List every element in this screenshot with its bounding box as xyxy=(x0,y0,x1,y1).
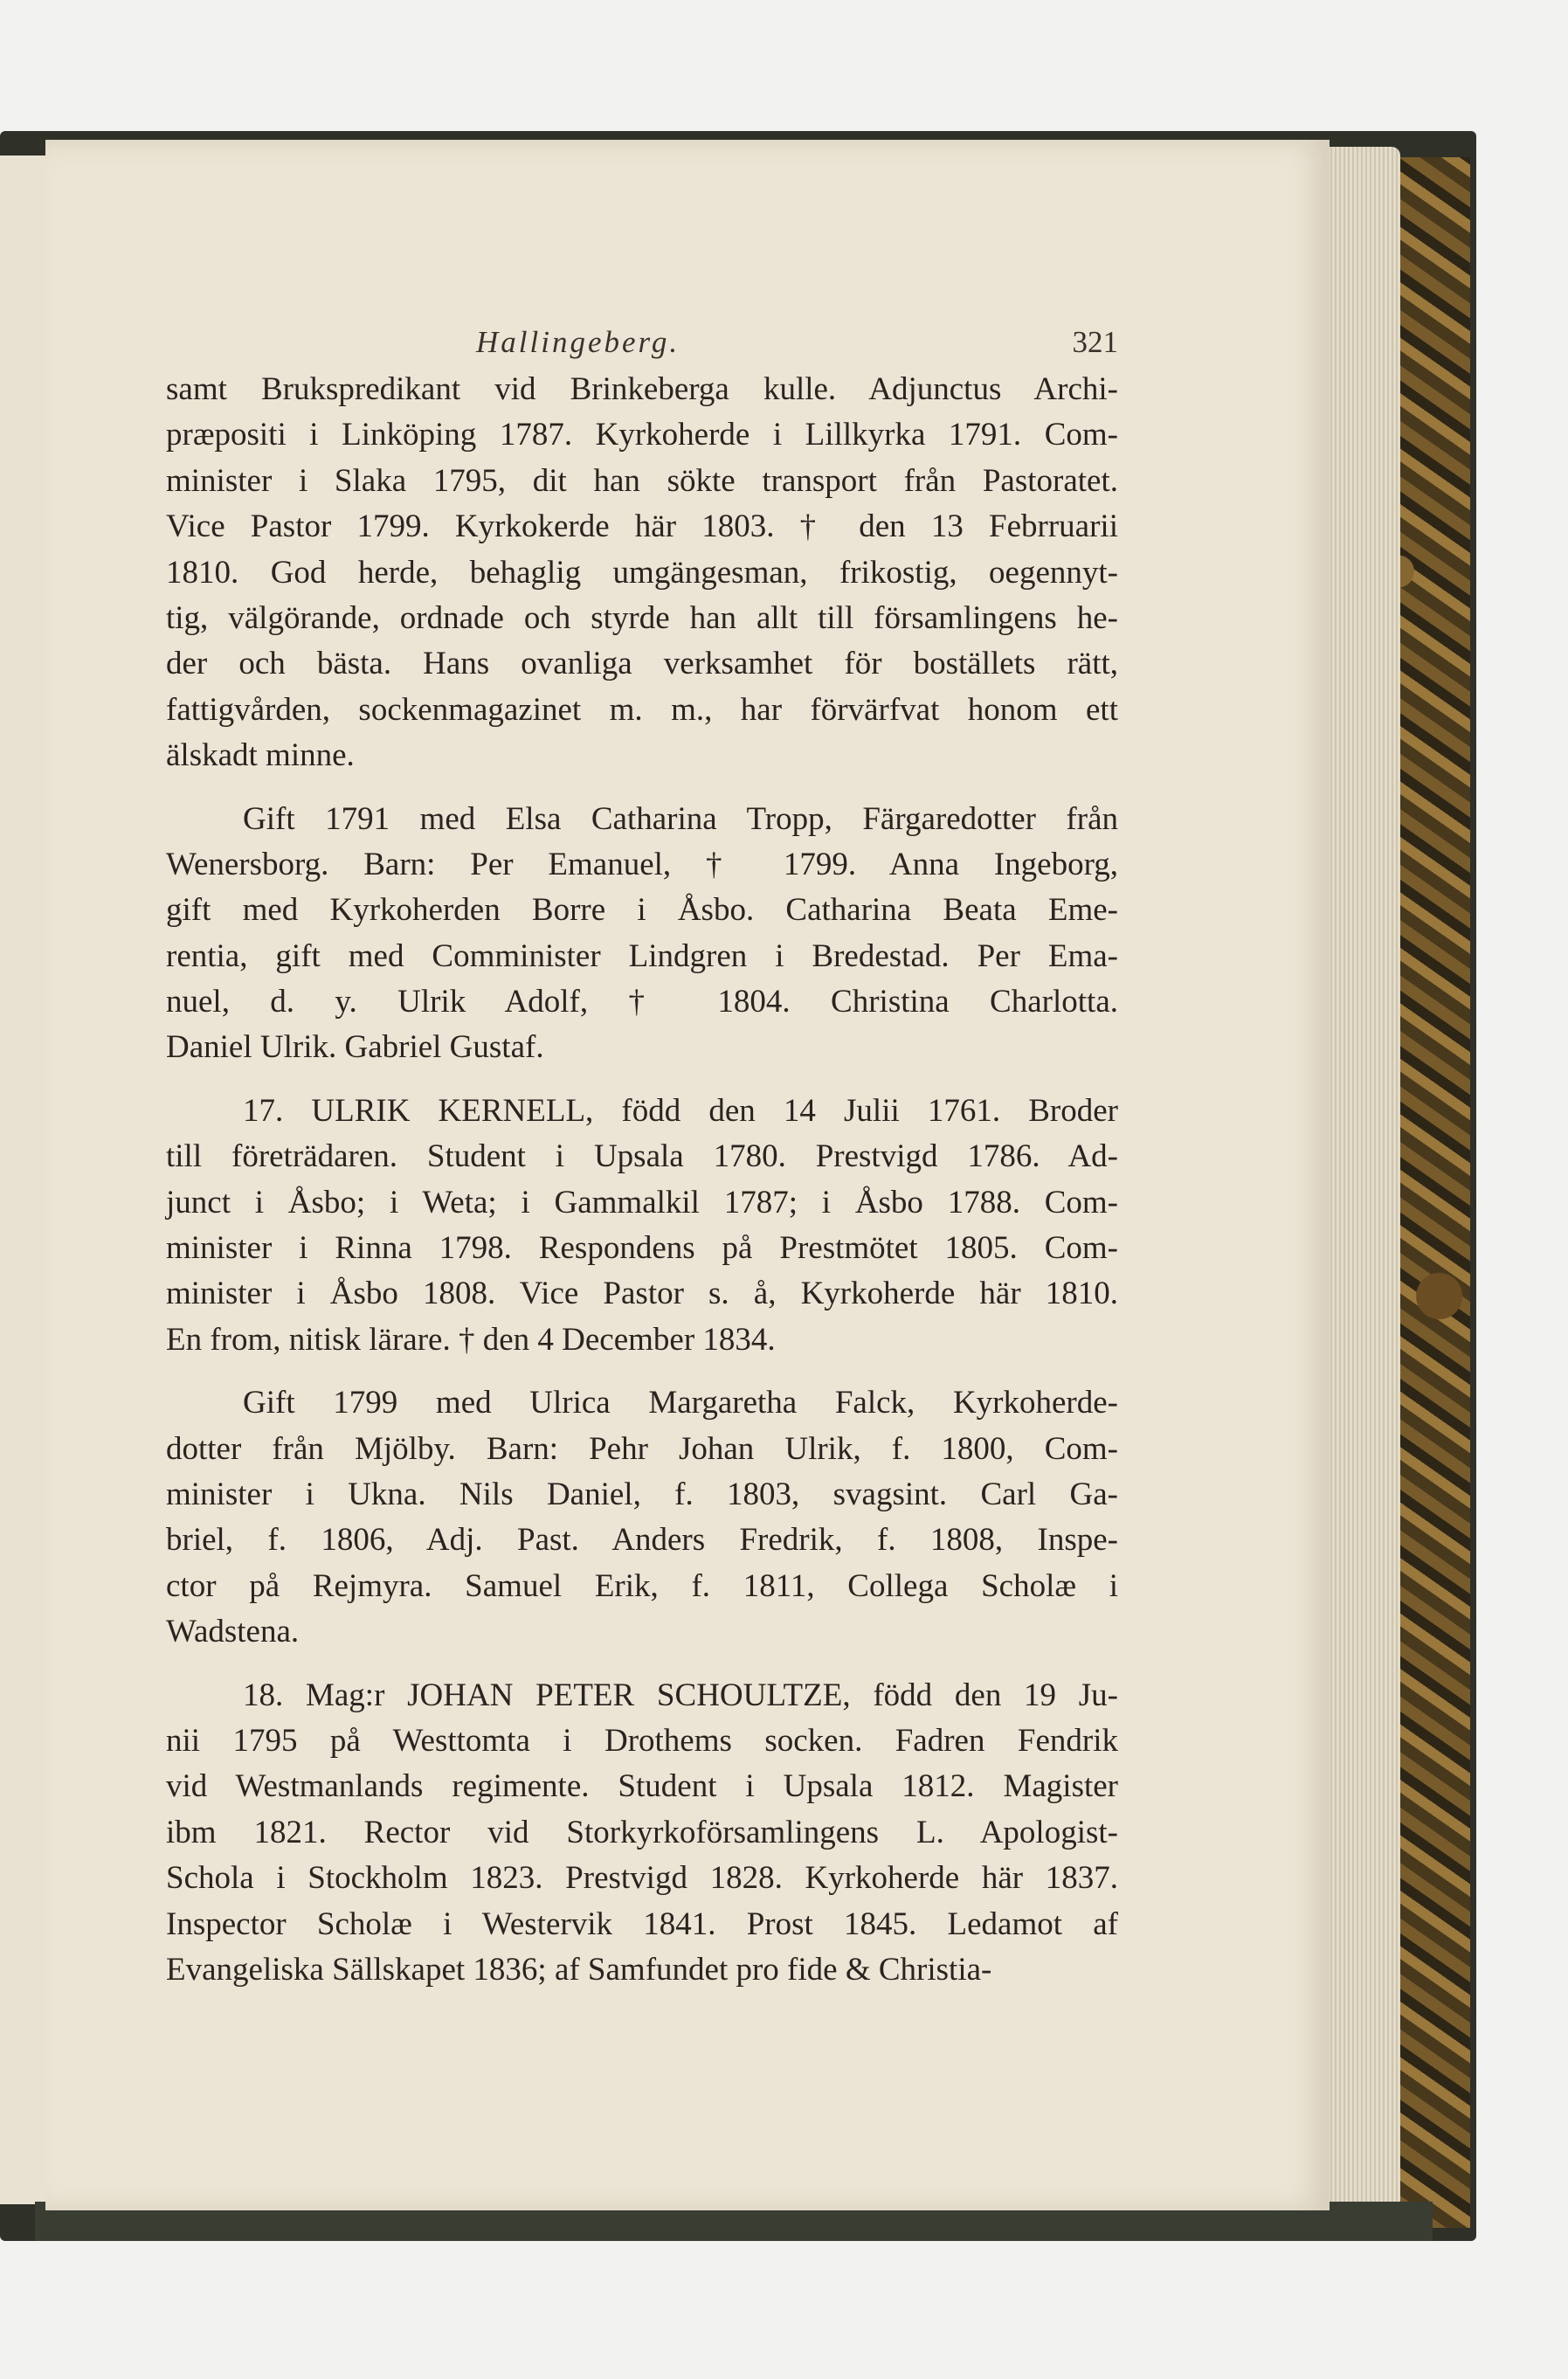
text-line: Gift 1791 med Elsa Catharina Tropp, Färgaredotter från xyxy=(243,800,1118,837)
running-head xyxy=(166,325,1118,363)
page-number: 321 xyxy=(1072,325,1118,359)
paragraph xyxy=(166,1673,1118,1994)
text-line: nii 1795 på Westtomta i Drothems socken. Fadren Fendrik xyxy=(166,1722,1118,1759)
text-line: briel, f. 1806, Adj. Past. Anders Fredrik, f. 1808, Inspe- xyxy=(166,1522,1118,1559)
text-line: En from, nitisk lärare. † den 4 December 1834. xyxy=(166,1321,776,1358)
paragraph-gap xyxy=(166,1363,1118,1380)
text-line: Wadstena. xyxy=(166,1614,300,1650)
text-line: Schola i Stockholm 1823. Prestvigd 1828. Kyrkoherde här 1837. xyxy=(166,1860,1118,1897)
text-line: vid Westmanlands regimente. Student i Upsala 1812. Magister xyxy=(166,1768,1118,1805)
paragraph xyxy=(166,367,1118,779)
text-line: rentia, gift med Comminister Lindgren i Bredestad. Per Ema- xyxy=(166,937,1118,974)
paragraph xyxy=(166,797,1118,1071)
paragraph xyxy=(166,1089,1118,1363)
text-line: Gift 1799 med Ulrica Margaretha Falck, Kyrkoherde- xyxy=(243,1385,1118,1421)
text-line: fattigvården, sockenmagazinet m. m., har förvärfvat honom ett xyxy=(166,691,1118,728)
paragraph-gap xyxy=(166,1656,1118,1673)
text-line: Inspector Scholæ i Westervik 1841. Prost 1845. Ledamot af xyxy=(166,1905,1118,1942)
text-line: ctor på Rejmyra. Samuel Erik, f. 1811, Collega Scholæ i xyxy=(166,1567,1118,1604)
text-line: minister i Rinna 1798. Respondens på Prestmötet 1805. Com- xyxy=(166,1230,1118,1267)
text-line: älskadt minne. xyxy=(166,737,355,774)
text-line: Evangeliska Sällskapet 1836; af Samfundet pro fide & Christia- xyxy=(166,1951,992,1988)
paragraph xyxy=(166,1380,1118,1655)
text-line: dotter från Mjölby. Barn: Pehr Johan Ulrik, f. 1800, Com- xyxy=(166,1430,1118,1467)
text-line: till företrädaren. Student i Upsala 1780. Prestvigd 1786. Ad- xyxy=(166,1138,1118,1175)
text-line: junct i Åsbo; i Weta; i Gammalkil 1787; i Åsbo 1788. Com- xyxy=(166,1184,1118,1221)
text-line: 18. Mag:r JOHAN PETER SCHOULTZE, född den 19 Ju- xyxy=(243,1677,1118,1713)
text-line: Vice Pastor 1799. Kyrkokerde här 1803. † den 13 Febrruarii xyxy=(166,508,1118,545)
text-line: 1810. God herde, behaglig umgängesman, frikostig, oegennyt- xyxy=(166,554,1118,591)
text-line: samt Brukspredikant vid Brinkeberga kulle. Adjunctus Archi- xyxy=(166,371,1118,407)
text-line: gift med Kyrkoherden Borre i Åsbo. Catharina Beata Eme- xyxy=(166,892,1118,929)
text-line: tig, välgörande, ordnade och styrde han allt till församlingens he- xyxy=(166,599,1118,636)
text-line: Daniel Ulrik. Gabriel Gustaf. xyxy=(166,1029,544,1066)
paragraph-gap xyxy=(166,779,1118,797)
page-stack-edges xyxy=(1323,147,1400,2209)
text-line: præpositi i Linköping 1787. Kyrkoherde i Lillkyrka 1791. Com- xyxy=(166,417,1118,453)
text-line: Wenersborg. Barn: Per Emanuel, † 1799. Anna Ingeborg, xyxy=(166,846,1118,882)
text-line: 17. ULRIK KERNELL, född den 14 Julii 1761. Broder xyxy=(243,1092,1118,1129)
paragraph-gap xyxy=(166,1071,1118,1089)
body-text xyxy=(166,367,1118,1993)
running-head-title: Hallingeberg. xyxy=(476,325,680,359)
text-line: der och bästa. Hans ovanliga verksamhet för boställets rätt, xyxy=(166,646,1118,682)
text-line: nuel, d. y. Ulrik Adolf, † 1804. Christina Charlotta. xyxy=(166,984,1118,1020)
facing-page-edge xyxy=(0,156,47,2204)
text-line: minister i Slaka 1795, dit han sökte transport från Pastoratet. xyxy=(166,462,1118,499)
text-line: minister i Ukna. Nils Daniel, f. 1803, svagsint. Carl Ga- xyxy=(166,1476,1118,1512)
text-line: minister i Åsbo 1808. Vice Pastor s. å, Kyrkoherde här 1810. xyxy=(166,1276,1118,1312)
text-line: ibm 1821. Rector vid Storkyrkoförsamlingens L. Apologist- xyxy=(166,1814,1118,1850)
